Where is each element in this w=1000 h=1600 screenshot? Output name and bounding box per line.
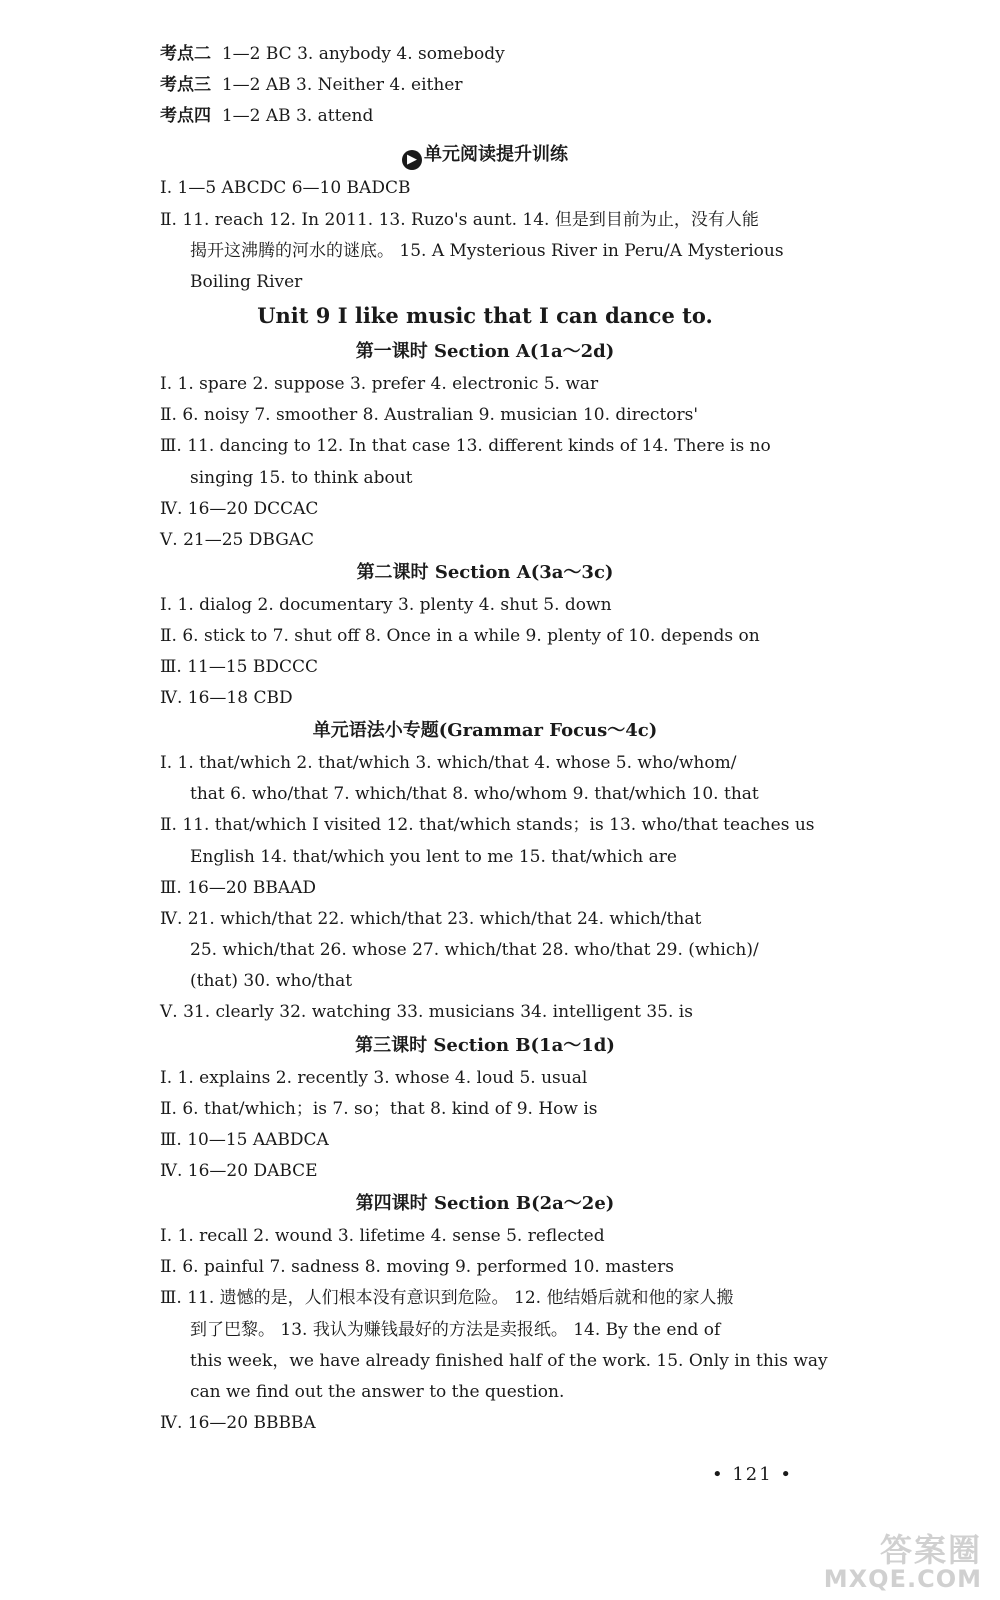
watermark-cn: 答案圈 bbox=[879, 1531, 982, 1569]
line-text: 1—2 AB 3. attend bbox=[221, 106, 374, 126]
answer-line: Ⅴ. 31. clearly 32. watching 33. musicians 34. intelligent 35. is bbox=[160, 1002, 693, 1022]
lesson-heading-2: 第二课时 Section A(3a～3c) bbox=[356, 562, 614, 583]
answer-line: singing 15. to think about bbox=[190, 468, 413, 488]
unit-title: Unit 9 I like music that I can dance to. bbox=[257, 303, 713, 328]
heading-text: 单元阅读提升训练 bbox=[424, 144, 568, 165]
lesson-heading-3: 第三课时 Section B(1a～1d) bbox=[355, 1035, 615, 1056]
answer-line: Ⅲ. 11. 遗憾的是，人们根本没有意识到危险。 12. 他结婚后就和他的家人搬 bbox=[160, 1288, 734, 1308]
line-label: 考点三 bbox=[160, 75, 211, 95]
answer-line: Ⅱ. 11. reach 12. In 2011. 13. Ruzo's aunt. 14. 但是到目前为止，没有人能 bbox=[160, 210, 759, 230]
answer-line: Ⅴ. 21—25 DBGAC bbox=[160, 530, 315, 550]
answer-line: Ⅰ. 1—5 ABCDC 6—10 BADCB bbox=[160, 178, 411, 198]
line-label: 考点二 bbox=[160, 44, 211, 64]
answer-line: English 14. that/which you lent to me 15. that/which are bbox=[190, 847, 677, 867]
line-text: 1—2 AB 3. Neither 4. either bbox=[221, 75, 463, 95]
kaodian-3-line bbox=[160, 73, 810, 97]
lesson-heading-1: 第一课时 Section A(1a～2d) bbox=[355, 341, 615, 362]
answer-line: Ⅰ. 1. that/which 2. that/which 3. which/that 4. whose 5. who/whom/ bbox=[160, 753, 737, 773]
answer-line: 到了巴黎。 13. 我认为赚钱最好的方法是卖报纸。 14. By the end of bbox=[190, 1320, 721, 1340]
answer-line: 揭开这沸腾的河水的谜底。 15. A Mysterious River in Peru/A Mysterious bbox=[190, 241, 784, 261]
answer-line: Ⅳ. 16—20 DCCAC bbox=[160, 499, 319, 519]
answer-line: Ⅱ. 6. stick to 7. shut off 8. Once in a while 9. plenty of 10. depends on bbox=[160, 626, 760, 646]
answer-line: 25. which/that 26. whose 27. which/that 28. who/that 29. (which)/ bbox=[190, 940, 759, 960]
answer-line: Ⅲ. 11—15 BDCCC bbox=[160, 657, 319, 677]
line-text: 1—2 BC 3. anybody 4. somebody bbox=[221, 44, 505, 64]
answer-line: can we find out the answer to the question. bbox=[190, 1382, 565, 1402]
answer-line: Boiling River bbox=[190, 272, 303, 292]
answer-line: Ⅱ. 6. noisy 7. smoother 8. Australian 9. musician 10. directors' bbox=[160, 405, 699, 425]
arrow-right-icon: ▶ bbox=[402, 150, 422, 170]
answer-line: Ⅳ. 21. which/that 22. which/that 23. which/that 24. which/that bbox=[160, 909, 702, 929]
answer-line: Ⅰ. 1. dialog 2. documentary 3. plenty 4. shut 5. down bbox=[160, 595, 612, 615]
answer-line: Ⅰ. 1. explains 2. recently 3. whose 4. loud 5. usual bbox=[160, 1068, 588, 1088]
page-number: • 121 • bbox=[712, 1464, 794, 1485]
watermark-en: MXQE.COM bbox=[823, 1565, 982, 1593]
lesson-heading-4: 第四课时 Section B(2a～2e) bbox=[355, 1193, 615, 1214]
watermark-logo bbox=[800, 1525, 990, 1595]
answer-line: Ⅰ. 1. spare 2. suppose 3. prefer 4. electronic 5. war bbox=[160, 374, 599, 394]
answer-line: Ⅱ. 6. that/which；is 7. so；that 8. kind of 9. How is bbox=[160, 1099, 598, 1119]
answer-line: Ⅰ. 1. recall 2. wound 3. lifetime 4. sense 5. reflected bbox=[160, 1226, 605, 1246]
answer-line: Ⅳ. 16—18 CBD bbox=[160, 688, 293, 708]
answer-line: Ⅱ. 6. painful 7. sadness 8. moving 9. performed 10. masters bbox=[160, 1257, 674, 1277]
answer-line: Ⅲ. 10—15 AABDCA bbox=[160, 1130, 329, 1150]
answer-line: Ⅲ. 11. dancing to 12. In that case 13. different kinds of 14. There is no bbox=[160, 436, 771, 456]
answer-line: that 6. who/that 7. which/that 8. who/whom 9. that/which 10. that bbox=[190, 784, 759, 804]
answer-line: Ⅲ. 16—20 BBAAD bbox=[160, 878, 317, 898]
kaodian-2-line bbox=[160, 42, 810, 66]
grammar-heading: 单元语法小专题(Grammar Focus～4c) bbox=[312, 720, 658, 741]
reading-section-heading bbox=[160, 142, 810, 170]
answer-line: Ⅳ. 16—20 DABCE bbox=[160, 1161, 318, 1181]
answer-line: Ⅳ. 16—20 BBBBA bbox=[160, 1413, 316, 1433]
answer-line: this week，we have already finished half of the work. 15. Only in this way bbox=[190, 1351, 828, 1371]
answer-line: Ⅱ. 11. that/which I visited 12. that/which stands；is 13. who/that teaches us bbox=[160, 815, 815, 835]
kaodian-4-line bbox=[160, 104, 810, 128]
answer-line: (that) 30. who/that bbox=[190, 971, 353, 991]
line-label: 考点四 bbox=[160, 106, 211, 126]
